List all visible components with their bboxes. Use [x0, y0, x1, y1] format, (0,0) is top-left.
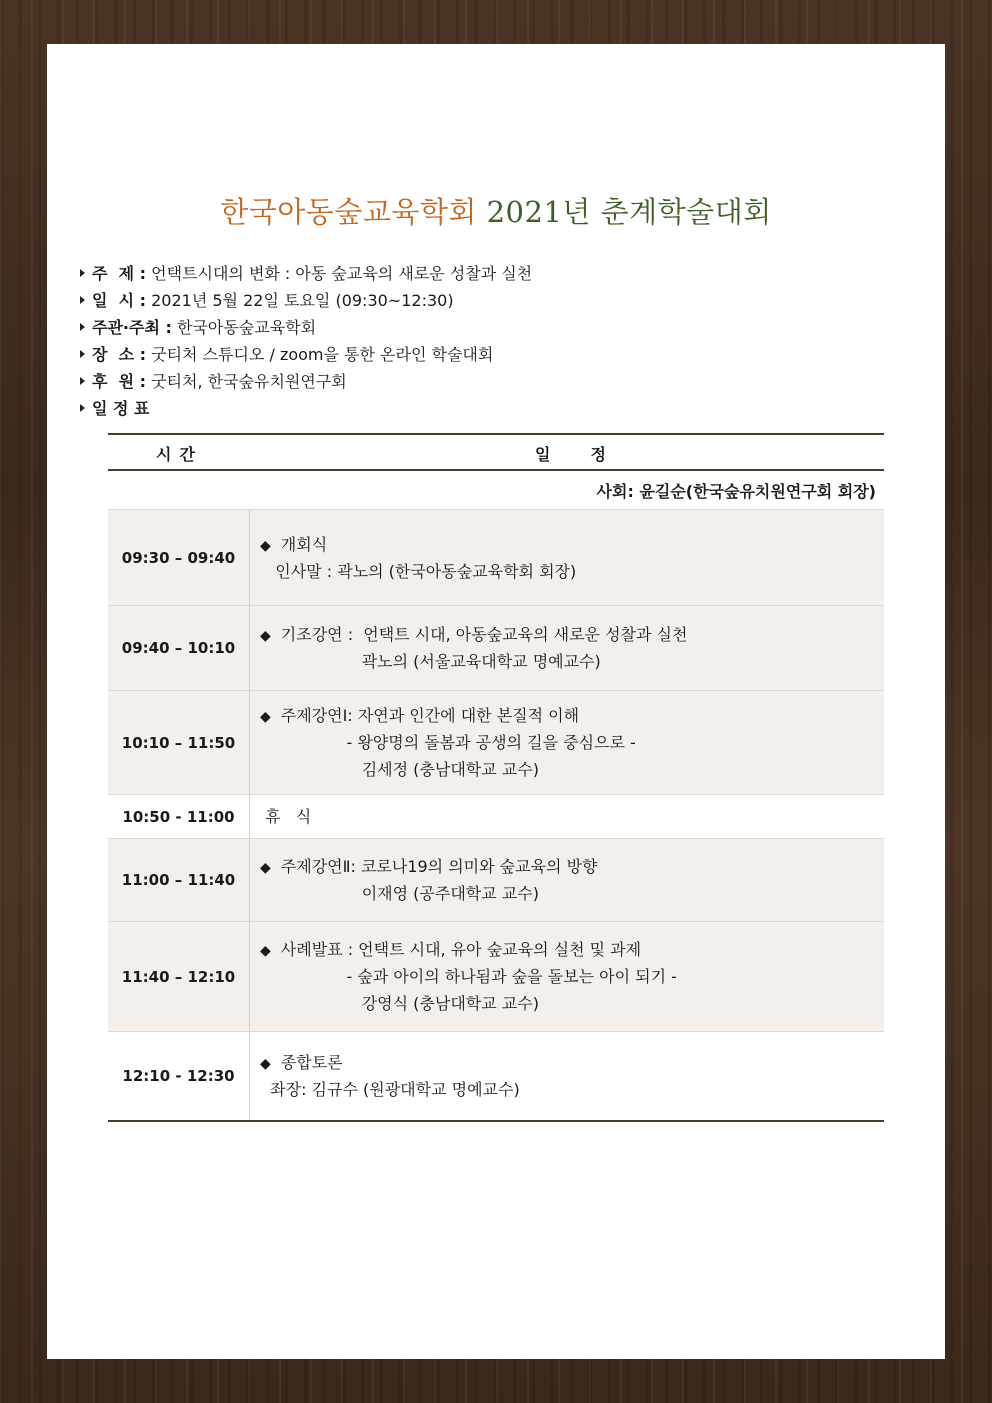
row-details [250, 1032, 884, 1120]
table-row [108, 509, 884, 605]
moderator-text: 사회: 윤길순(한국숲유치원연구회 회장) [596, 482, 876, 501]
row-line [260, 853, 884, 880]
info-label: 주관·주최 : [92, 318, 172, 337]
header-schedule: 일정 [535, 445, 646, 464]
table-row [108, 690, 884, 794]
table-row [108, 605, 884, 690]
bullet-triangle-icon [80, 377, 85, 385]
info-label: 장 소 : [92, 345, 147, 364]
row-line: - 숲과 아이의 하나됨과 숲을 돌보는 아이 되기 - [260, 967, 677, 986]
info-date [80, 288, 900, 315]
title-event: 2021년 춘계학술대회 [486, 195, 772, 229]
info-value: 굿티처 스튜디오 / zoom을 통한 온라인 학술대회 [146, 345, 494, 364]
row-text: 종합토론 [280, 1053, 343, 1072]
info-venue [80, 342, 900, 369]
page-title [47, 190, 945, 231]
bullet-triangle-icon [80, 296, 85, 304]
info-host [80, 315, 900, 342]
table-row [108, 921, 884, 1031]
row-line: 강영식 (충남대학교 교수) [260, 994, 539, 1013]
bullet-triangle-icon [80, 269, 85, 277]
row-details [250, 606, 884, 690]
row-time: 12:10 - 12:30 [108, 1032, 250, 1120]
diamond-bullet-icon: ◆ [260, 860, 271, 876]
diamond-bullet-icon: ◆ [260, 1056, 271, 1072]
row-details [250, 839, 884, 921]
moderator-line [108, 471, 884, 509]
diamond-bullet-icon: ◆ [260, 943, 271, 959]
row-line: 인사말 : 곽노의 (한국아동숲교육학회 회장) [260, 561, 577, 581]
info-value: 언택트시대의 변화 : 아동 숲교육의 새로운 성찰과 실천 [146, 264, 533, 283]
info-label: 일 시 : [92, 291, 147, 310]
info-sponsor [80, 369, 900, 396]
table-row [108, 794, 884, 838]
bullet-triangle-icon [80, 350, 85, 358]
diamond-bullet-icon: ◆ [260, 628, 271, 644]
row-line: 휴 식 [260, 807, 312, 826]
row-time: 09:30 – 09:40 [108, 510, 250, 605]
row-line [260, 1049, 884, 1076]
schedule-table [108, 433, 884, 1122]
row-time: 10:50 - 11:00 [108, 795, 250, 838]
info-value: 굿티처, 한국숲유치원연구회 [146, 372, 347, 391]
diamond-bullet-icon: ◆ [260, 537, 271, 554]
info-label: 일 정 표 [92, 399, 150, 418]
row-line: 이재영 (공주대학교 교수) [260, 884, 539, 903]
row-text: 개회식 [280, 534, 328, 554]
table-row [108, 1031, 884, 1120]
row-details [250, 510, 884, 605]
row-time: 11:40 – 12:10 [108, 922, 250, 1031]
event-info-list [80, 261, 900, 423]
row-time: 11:00 – 11:40 [108, 839, 250, 921]
bullet-triangle-icon [80, 323, 85, 331]
bullet-triangle-icon [80, 404, 85, 412]
diamond-bullet-icon: ◆ [260, 709, 271, 725]
row-line: - 왕양명의 돌봄과 공생의 길을 중심으로 - [260, 733, 636, 752]
row-line: 곽노의 (서울교육대학교 명예교수) [260, 652, 601, 671]
row-text: 주제강연Ⅰ: 자연과 인간에 대한 본질적 이해 [280, 706, 580, 725]
info-value: 2021년 5월 22일 토요일 (09:30~12:30) [146, 291, 454, 310]
title-organization: 한국아동숲교육학회 [220, 195, 477, 229]
row-time: 10:10 – 11:50 [108, 691, 250, 794]
row-time: 09:40 – 10:10 [108, 606, 250, 690]
header-time: 시간 [156, 445, 203, 464]
info-schedule-heading [80, 396, 900, 423]
schedule-rows [108, 509, 884, 1122]
row-text: 기조강연 : 언택트 시대, 아동숲교육의 새로운 성찰과 실천 [280, 625, 688, 644]
row-line [260, 531, 884, 558]
info-label: 주 제 : [92, 264, 147, 283]
row-details [250, 691, 884, 794]
document-page [47, 44, 945, 1359]
row-details [250, 795, 884, 838]
row-text: 사례발표 : 언택트 시대, 유아 숲교육의 실천 및 과제 [280, 940, 642, 959]
info-value: 한국아동숲교육학회 [171, 318, 317, 337]
table-header [108, 433, 884, 471]
info-topic [80, 261, 900, 288]
table-row [108, 838, 884, 921]
row-details [250, 922, 884, 1031]
row-text: 주제강연Ⅱ: 코로나19의 의미와 숲교육의 방향 [280, 857, 598, 876]
row-line [260, 936, 884, 963]
row-line: 김세정 (충남대학교 교수) [260, 760, 539, 779]
row-line: 좌장: 김규수 (원광대학교 명예교수) [260, 1080, 520, 1099]
row-line [260, 702, 884, 729]
info-label: 후 원 : [92, 372, 147, 391]
row-line [260, 621, 884, 648]
